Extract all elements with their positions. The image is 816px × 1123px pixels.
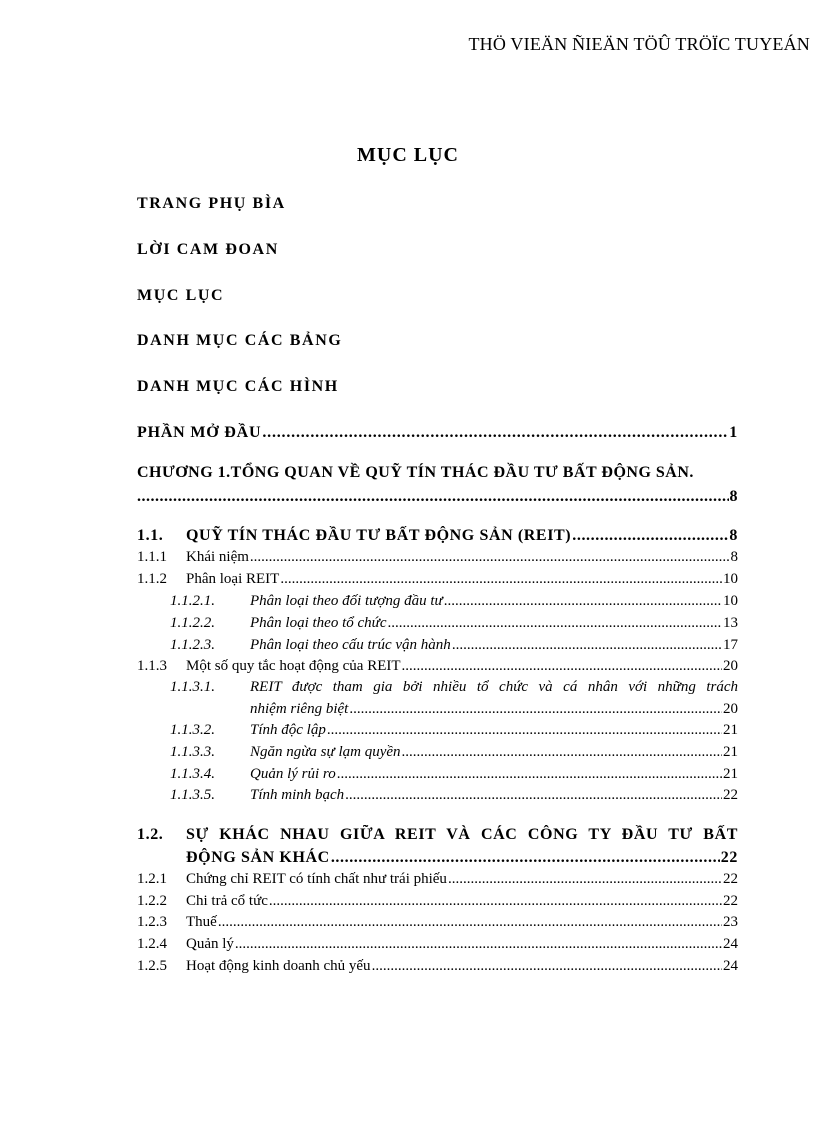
toc-section-label: QUỸ TÍN THÁC ĐẦU TƯ BẤT ĐỘNG SẢN (REIT) xyxy=(186,527,572,544)
leader-dots xyxy=(572,526,728,546)
leader-dots xyxy=(250,547,730,567)
toc-front-cover: TRANG PHỤ BÌA xyxy=(137,195,286,212)
toc-section-page: 22 xyxy=(720,849,738,866)
toc-entry-number: 1.1.3.2. xyxy=(170,722,215,738)
toc-section-number: 1.2. xyxy=(137,826,164,843)
toc-entry-1-1-2-3 xyxy=(170,635,738,655)
toc-section-label-line2: ĐỘNG SẢN KHÁC xyxy=(186,849,330,866)
toc-entry-label: Thuế xyxy=(186,914,217,930)
toc-list-of-figures: DANH MỤC CÁC HÌNH xyxy=(137,378,339,395)
toc-entry-1-1-3-1 xyxy=(170,677,738,697)
toc-entry-label: Một số quy tắc hoạt động của REIT xyxy=(186,658,401,674)
toc-entry-number: 1.1.3.5. xyxy=(170,787,215,803)
toc-entry-number: 1.1.3.1. xyxy=(170,679,215,695)
toc-list-of-tables: DANH MỤC CÁC BẢNG xyxy=(137,332,343,349)
toc-entry-page: 23 xyxy=(723,914,738,930)
toc-entry-number: 1.1.2.3. xyxy=(170,637,215,653)
leader-dots xyxy=(402,656,722,676)
toc-entry-1-1-2 xyxy=(137,569,738,589)
toc-entry-number: 1.2.4 xyxy=(137,936,167,952)
toc-section-1-1 xyxy=(137,526,738,546)
toc-entry-number: 1.2.3 xyxy=(137,914,167,930)
toc-entry-1-1-2-1 xyxy=(170,591,738,611)
leader-dots xyxy=(372,956,722,976)
toc-entry-1-1-3 xyxy=(137,656,738,676)
toc-intro-label: PHẦN MỞ ĐẦU xyxy=(137,424,262,441)
toc-entry-page: 21 xyxy=(723,722,738,738)
leader-dots xyxy=(262,423,728,443)
toc-entry-page: 20 xyxy=(723,658,738,674)
leader-dots xyxy=(337,764,722,784)
toc-entry-label: Khái niệm xyxy=(186,549,249,565)
toc-entry-label: Phân loại REIT xyxy=(186,571,280,587)
toc-entry-page: 22 xyxy=(723,871,738,887)
page-title: MỤC LỤC xyxy=(357,144,459,166)
toc-entry-page: 13 xyxy=(723,615,738,631)
toc-entry-1-1-3-5 xyxy=(170,785,738,805)
toc-chapter-1 xyxy=(137,462,738,508)
toc-entry-1-2-3 xyxy=(137,912,738,932)
toc-chapter-1-page: 8 xyxy=(729,488,738,505)
leader-dots xyxy=(388,613,723,633)
toc-entry-page: 8 xyxy=(730,549,738,565)
toc-entry-1-2-2 xyxy=(137,891,738,911)
leader-dots xyxy=(345,785,722,805)
toc-entry-label: Phân loại theo cấu trúc vận hành xyxy=(250,637,451,653)
toc-chapter-1-label: CHƯƠNG 1.TỔNG QUAN VỀ QUỸ TÍN THÁC ĐẦU TƯ BẤT ĐỘNG SẢN. xyxy=(137,464,694,481)
toc-entry-label: Quản lý rủi ro xyxy=(250,766,336,782)
toc-contents: MỤC LỤC xyxy=(137,287,225,304)
toc-entry-label: Hoạt động kinh doanh chủ yếu xyxy=(186,958,371,974)
toc-section-1-2 xyxy=(137,825,738,845)
toc-entry-label: Phân loại theo đối tượng đầu tư xyxy=(250,593,443,609)
toc-entry-label: Quản lý xyxy=(186,936,234,952)
toc-entry-1-1-3-4 xyxy=(170,764,738,784)
toc-entry-number: 1.2.1 xyxy=(137,871,167,887)
toc-entry-label-line2: nhiệm riêng biệt xyxy=(250,701,349,717)
leader-dots xyxy=(448,869,722,889)
running-header: THÖ VIEÄN ÑIEÄN TÖÛ TRÖÏC TUYEÁN xyxy=(468,34,810,54)
toc-entry-1-1-1 xyxy=(137,547,738,567)
toc-entry-page: 10 xyxy=(723,571,738,587)
toc-entry-number: 1.2.5 xyxy=(137,958,167,974)
leader-dots xyxy=(349,699,722,719)
toc-section-label-line1: SỰ KHÁC NHAU GIỮA REIT VÀ CÁC CÔNG TY ĐẦU TƯ BẤT xyxy=(186,826,738,843)
toc-entry-page: 24 xyxy=(723,936,738,952)
toc-entry-number: 1.1.2.2. xyxy=(170,615,215,631)
toc-section-1-2-cont xyxy=(186,848,738,868)
toc-intro-page: 1 xyxy=(729,424,738,441)
toc-entry-page: 17 xyxy=(723,637,738,653)
toc-section-page: 8 xyxy=(729,527,738,544)
leader-dots xyxy=(269,891,722,911)
leader-dots xyxy=(452,635,722,655)
toc-entry-label: Chứng chỉ REIT có tính chất như trái phiếu xyxy=(186,871,447,887)
toc-entry-1-2-1 xyxy=(137,869,738,889)
toc-entry-label: Ngăn ngừa sự lạm quyền xyxy=(250,744,401,760)
leader-dots xyxy=(137,486,729,508)
toc-entry-page: 24 xyxy=(723,958,738,974)
toc-entry-number: 1.1.3.4. xyxy=(170,766,215,782)
toc-declaration: LỜI CAM ĐOAN xyxy=(137,241,279,258)
toc-entry-label: Chi trả cổ tức xyxy=(186,893,268,909)
leader-dots xyxy=(444,591,722,611)
toc-entry-label: Tính độc lập xyxy=(250,722,326,738)
leader-dots xyxy=(331,848,720,868)
toc-entry-number: 1.1.3.3. xyxy=(170,744,215,760)
toc-entry-label: Phân loại theo tổ chức xyxy=(250,615,387,631)
toc-entry-1-2-4 xyxy=(137,934,738,954)
toc-entry-page: 22 xyxy=(723,787,738,803)
toc-entry-number: 1.1.2 xyxy=(137,571,167,587)
leader-dots xyxy=(218,912,722,932)
leader-dots xyxy=(235,934,722,954)
toc-entry-page: 22 xyxy=(723,893,738,909)
toc-entry-1-1-2-2 xyxy=(170,613,738,633)
toc-entry-number: 1.2.2 xyxy=(137,893,167,909)
leader-dots xyxy=(280,569,722,589)
toc-entry-page: 20 xyxy=(723,701,738,717)
toc-entry-page: 21 xyxy=(723,766,738,782)
toc-entry-1-1-3-1-cont xyxy=(250,699,738,719)
toc-entry-page: 21 xyxy=(723,744,738,760)
toc-entry-number: 1.1.1 xyxy=(137,549,167,565)
toc-entry-1-1-3-2 xyxy=(170,720,738,740)
toc-entry-page: 10 xyxy=(723,593,738,609)
toc-entry-label-line1: REIT được tham gia bởi nhiều tổ chức và cá nhân với những trách xyxy=(250,679,738,695)
toc-section-number: 1.1. xyxy=(137,527,164,544)
leader-dots xyxy=(402,742,722,762)
toc-entry-1-1-3-3 xyxy=(170,742,738,762)
leader-dots xyxy=(327,720,722,740)
toc-intro xyxy=(137,423,738,443)
toc-entry-number: 1.1.2.1. xyxy=(170,593,215,609)
toc-entry-label: Tính minh bạch xyxy=(250,787,345,803)
toc-entry-number: 1.1.3 xyxy=(137,658,167,674)
toc-entry-1-2-5 xyxy=(137,956,738,976)
